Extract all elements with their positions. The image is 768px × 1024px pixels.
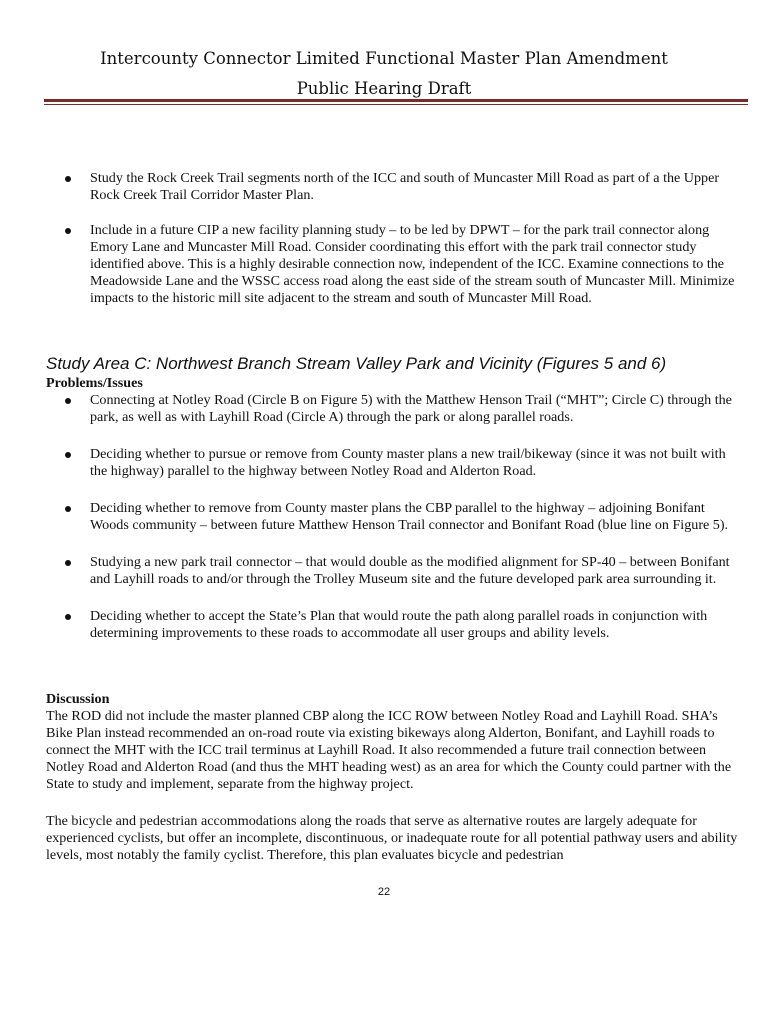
list-item — [46, 446, 746, 480]
list-item-text: Studying a new park trail connector – that would double as the modified alignment for SP-40 – between Bonifant and Layhill roads to and/or through the Trolley Museum site and the future developed park area surrounding it. — [90, 554, 730, 587]
page-number: 22 — [377, 886, 391, 898]
list-item — [46, 554, 746, 588]
list-item-text: Include in a future CIP a new facility planning study – to be led by DPWT – for the park trail connector along Emory Lane and Muncaster Mill Road. Consider coordinating this effort with the park trail connector study identified above. This is a highly desirable connection now, independent of the ICC. Examine connections to the Meadowside Lane and the WSSC access road along the east side of the stream south of Muncaster Mill. Minimize impacts to the historic mill site adjacent to the stream and south of Muncaster Mill Road. — [90, 222, 735, 306]
list-item-text: Study the Rock Creek Trail segments north of the ICC and south of Muncaster Mill Road as part of a the Upper Rock Creek Trail Corridor Master Plan. — [90, 170, 720, 203]
list-item — [46, 222, 746, 307]
recommendation-list — [46, 170, 746, 307]
list-item — [46, 500, 746, 534]
header-subtitle: Public Hearing Draft — [296, 79, 472, 98]
bullet-icon — [65, 560, 71, 566]
header-title: Intercounty Connector Limited Functional Master Plan Amendment — [100, 49, 668, 68]
list-item — [46, 608, 746, 642]
discussion-paragraph: The ROD did not include the master planned CBP along the ICC ROW between Notley Road and Layhill Road. SHA’s Bike Plan instead recommended an on-road route via existing bikeways along Alderton, Bonifant, and Layhill roads to connect the MHT with the ICC trail terminus at Layhill Road. It also recommended a future trail connection between Notley Road and Alderton Road (and thus the MHT heading west) as an area for which the County could partner with the State to study and implement, separate from the highway project. — [46, 708, 732, 792]
document-header — [0, 44, 768, 104]
header-rule-thick — [44, 99, 748, 102]
bullet-icon — [65, 228, 71, 234]
header-rule-thin — [44, 104, 748, 105]
section-heading: Study Area C: Northwest Branch Stream Valley Park and Vicinity (Figures 5 and 6) — [46, 354, 667, 373]
list-item-text: Deciding whether to remove from County master plans the CBP parallel to the highway – adjoining Bonifant Woods community – between future Matthew Henson Trail connector and Bonifant Road (blue line on Figure 5). — [90, 500, 729, 533]
list-item-text: Deciding whether to accept the State’s Plan that would route the path along parallel roads in conjunction with determining improvements to these roads to accommodate all user groups and ability levels. — [90, 608, 708, 641]
problems-list — [46, 392, 746, 642]
list-item — [46, 170, 746, 204]
list-item-text: Deciding whether to pursue or remove from County master plans a new trail/bikeway (since it was not built with the highway) parallel to the highway between Notley Road and Alderton Road. — [90, 446, 726, 479]
list-item — [46, 392, 746, 426]
discussion-heading: Discussion — [46, 691, 110, 707]
bullet-icon — [65, 176, 71, 182]
bullet-icon — [65, 506, 71, 512]
list-item-text: Connecting at Notley Road (Circle B on Figure 5) with the Matthew Henson Trail (“MHT”; Circle C) through the park, as well as with Layhill Road (Circle A) through the park or along parallel roads. — [90, 392, 732, 425]
bullet-icon — [65, 398, 71, 404]
bullet-icon — [65, 614, 71, 620]
discussion-paragraph: The bicycle and pedestrian accommodations along the roads that serve as alternative routes are largely adequate for experienced cyclists, but offer an incomplete, discontinuous, or inadequate route for all potential pathway users and ability levels, most notably the family cyclist. Therefore, this plan evaluates bicycle and pedestrian — [46, 813, 738, 863]
bullet-icon — [65, 452, 71, 458]
problems-heading: Problems/Issues — [46, 375, 143, 391]
